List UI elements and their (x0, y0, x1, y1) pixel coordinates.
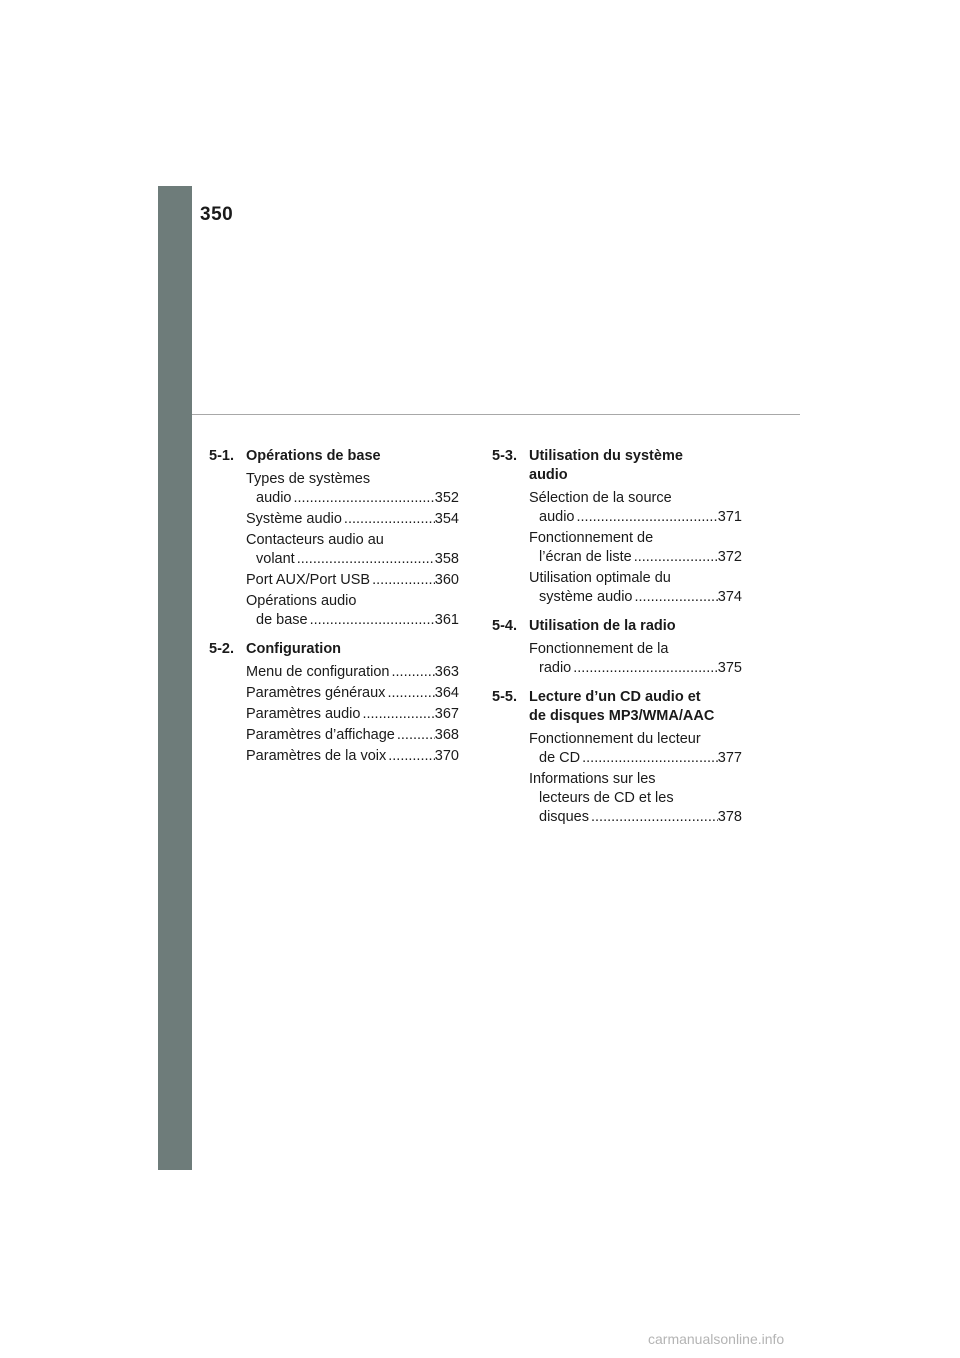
entry-title-line: système audio (539, 589, 633, 605)
page-ref: 364 (434, 685, 459, 701)
toc-entry[interactable] (492, 489, 742, 527)
entry-page-line (246, 611, 459, 630)
page-ref: 372 (717, 549, 742, 565)
entry-page-line (246, 550, 459, 569)
dot-leader (589, 808, 718, 827)
entry-page-line (246, 510, 459, 529)
chapter-side-bar (158, 186, 192, 1170)
entry-title-line: Système audio (246, 511, 342, 527)
entry-page-line (246, 663, 459, 682)
entry-page-line (246, 684, 459, 703)
dot-leader (291, 489, 434, 508)
entry-title-line: radio (539, 660, 572, 676)
section-gap (492, 609, 742, 617)
section-title-line: audio (529, 467, 568, 483)
toc-entry[interactable] (209, 726, 459, 745)
entry-page-line (246, 747, 459, 766)
section-number: 5-2. (209, 641, 234, 657)
entry-title-line: Fonctionnement de (529, 530, 654, 546)
toc-section-heading[interactable] (492, 447, 742, 485)
page-ref: 371 (717, 509, 742, 525)
dot-leader (386, 747, 435, 766)
dot-leader (385, 684, 434, 703)
entry-title-line: Menu de configuration (246, 664, 390, 680)
entry-title-line: Contacteurs audio au (246, 532, 384, 548)
section-title-line: de disques MP3/WMA/AAC (529, 708, 715, 724)
page-ref: 363 (434, 664, 459, 680)
entry-page-line (529, 749, 742, 768)
entry-title-line: Fonctionnement de la (529, 641, 669, 657)
section-title-line: Opérations de base (246, 448, 381, 464)
page-ref: 368 (434, 727, 459, 743)
section-number: 5-5. (492, 689, 517, 705)
entry-title-line: audio (256, 490, 292, 506)
entry-title-line: de CD (539, 750, 581, 766)
entry-title-line: de base (256, 612, 308, 628)
section-title-line: Configuration (246, 641, 342, 657)
toc-entry[interactable] (492, 640, 742, 678)
dot-leader (633, 588, 718, 607)
section-number: 5-4. (492, 618, 517, 634)
toc-column-left (209, 447, 459, 768)
page-ref: 354 (434, 511, 459, 527)
entry-page-line (529, 548, 742, 567)
toc-entry[interactable] (492, 529, 742, 567)
entry-title-line: Paramètres de la voix (246, 748, 387, 764)
toc-entry[interactable] (209, 705, 459, 724)
page-ref: 360 (434, 572, 459, 588)
entry-title-line: l’écran de liste (539, 549, 632, 565)
dot-leader (395, 726, 435, 745)
page-ref: 378 (717, 809, 742, 825)
section-title-line: Utilisation du système (529, 448, 683, 464)
toc-entry[interactable] (492, 569, 742, 607)
toc-entry[interactable] (492, 770, 742, 827)
toc-entry[interactable] (209, 531, 459, 569)
toc-section-heading[interactable] (492, 688, 742, 726)
toc-entry[interactable] (209, 510, 459, 529)
entry-page-line (529, 808, 742, 827)
entry-title-line: Informations sur les (529, 771, 656, 787)
toc-entry[interactable] (209, 571, 459, 590)
entry-title-line: audio (539, 509, 575, 525)
section-title-line: Utilisation de la radio (529, 618, 676, 634)
page-ref: 352 (434, 490, 459, 506)
page-ref: 374 (717, 589, 742, 605)
page-ref: 370 (434, 748, 459, 764)
entry-title-line: Paramètres d’affichage (246, 727, 395, 743)
page-ref: 375 (717, 660, 742, 676)
dot-leader (390, 663, 435, 682)
section-gap (209, 632, 459, 640)
toc-entry[interactable] (209, 747, 459, 766)
page-ref: 361 (434, 612, 459, 628)
dot-leader (295, 550, 435, 569)
toc-section-heading[interactable] (209, 640, 459, 659)
dot-leader (308, 611, 435, 630)
header-rule (192, 414, 800, 415)
watermark: carmanualsonline.info (648, 1331, 785, 1347)
toc-entry[interactable] (492, 730, 742, 768)
entry-title-line: lecteurs de CD et les (539, 790, 674, 806)
section-number: 5-3. (492, 448, 517, 464)
dot-leader (360, 705, 434, 724)
page-ref: 377 (717, 750, 742, 766)
dot-leader (370, 571, 435, 590)
entry-title-line: Utilisation optimale du (529, 570, 671, 586)
entry-page-line (529, 588, 742, 607)
dot-leader (342, 510, 435, 529)
dot-leader (580, 749, 718, 768)
section-title-line: Lecture d’un CD audio et (529, 689, 701, 705)
entry-page-line (246, 571, 459, 590)
toc-section-heading[interactable] (209, 447, 459, 466)
entry-page-line (529, 659, 742, 678)
toc-entry[interactable] (209, 663, 459, 682)
section-gap (492, 680, 742, 688)
entry-title-line: Opérations audio (246, 593, 357, 609)
entry-page-line (246, 726, 459, 745)
toc-entry[interactable] (209, 684, 459, 703)
toc-entry[interactable] (209, 592, 459, 630)
toc-section-heading[interactable] (492, 617, 742, 636)
toc-entry[interactable] (209, 470, 459, 508)
entry-title-line: Fonctionnement du lecteur (529, 731, 701, 747)
entry-title-line: Sélection de la source (529, 490, 672, 506)
entry-title-line: volant (256, 551, 295, 567)
dot-leader (632, 548, 718, 567)
page-ref: 358 (434, 551, 459, 567)
entry-title-line: disques (539, 809, 589, 825)
entry-title-line: Paramètres généraux (246, 685, 386, 701)
dot-leader (574, 508, 717, 527)
entry-page-line (529, 508, 742, 527)
entry-page-line (246, 489, 459, 508)
entry-page-line (246, 705, 459, 724)
entry-title-line: Port AUX/Port USB (246, 572, 371, 588)
entry-title-line: Types de systèmes (246, 471, 371, 487)
section-number: 5-1. (209, 448, 234, 464)
page-ref: 367 (434, 706, 459, 722)
entry-title-line: Paramètres audio (246, 706, 361, 722)
toc-column-right (492, 447, 742, 829)
page-number: 350 (200, 204, 234, 225)
dot-leader (571, 659, 718, 678)
